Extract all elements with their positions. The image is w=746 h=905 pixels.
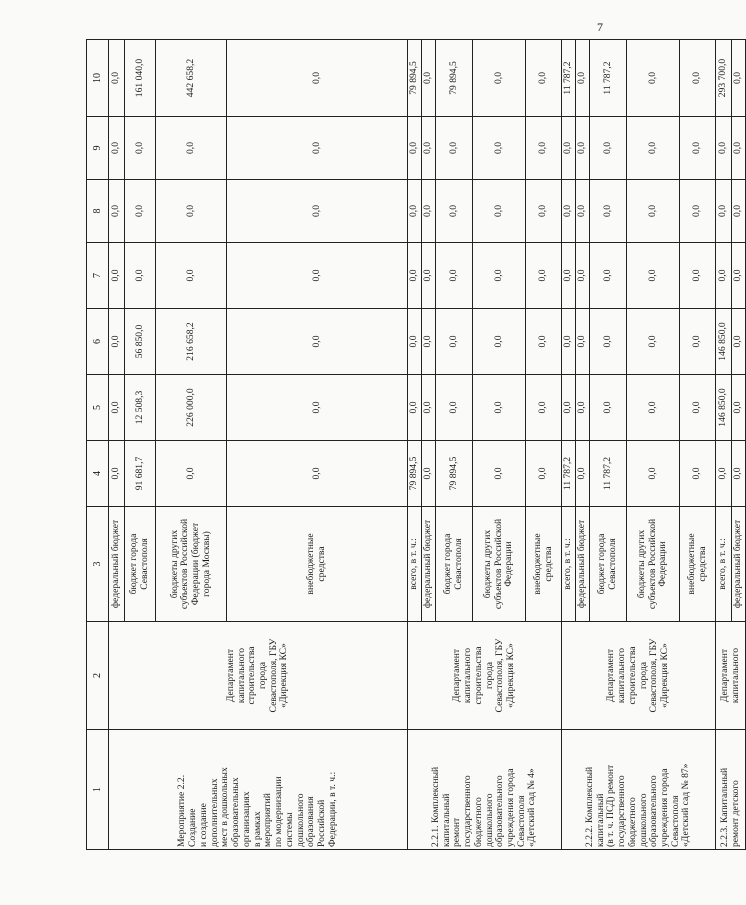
header-cell: 2 xyxy=(87,622,109,730)
value-cell: 0,0 xyxy=(473,309,526,375)
value-cell: 0,0 xyxy=(109,309,125,375)
value-cell: 56 850,0 xyxy=(125,309,156,375)
value-cell: 0,0 xyxy=(576,441,590,507)
value-cell: 0,0 xyxy=(562,243,576,309)
value-cell: 0,0 xyxy=(109,117,125,180)
executor-cell: Департамент капитального xyxy=(716,622,746,730)
value-cell: 0,0 xyxy=(526,375,562,441)
value-cell: 0,0 xyxy=(473,441,526,507)
value-cell: 0,0 xyxy=(436,117,473,180)
value-cell: 0,0 xyxy=(590,375,627,441)
page-number: 7 xyxy=(597,20,603,34)
value-cell: 79 894,5 xyxy=(408,441,422,507)
value-cell: 0,0 xyxy=(473,180,526,243)
value-cell: 0,0 xyxy=(680,309,716,375)
value-cell: 161 040,0 xyxy=(125,40,156,117)
value-cell: 0,0 xyxy=(436,243,473,309)
header-cell: 5 xyxy=(87,375,109,441)
value-cell: 0,0 xyxy=(526,243,562,309)
value-cell: 0,0 xyxy=(436,180,473,243)
value-cell: 0,0 xyxy=(562,117,576,180)
value-cell: 79 894,5 xyxy=(436,441,473,507)
header-cell: 3 xyxy=(87,507,109,622)
value-cell: 0,0 xyxy=(125,243,156,309)
value-cell: 0,0 xyxy=(627,243,680,309)
value-cell: 0,0 xyxy=(716,243,732,309)
header-cell: 4 xyxy=(87,441,109,507)
source-cell: бюджеты других субъектов Российской Федерации xyxy=(627,507,680,622)
value-cell: 0,0 xyxy=(227,375,408,441)
value-cell: 0,0 xyxy=(227,180,408,243)
value-cell: 0,0 xyxy=(732,243,746,309)
funding-table xyxy=(86,39,746,850)
value-cell: 0,0 xyxy=(109,40,125,117)
value-cell: 0,0 xyxy=(422,243,436,309)
source-cell: внебюджетные средства xyxy=(227,507,408,622)
header-row xyxy=(87,40,109,850)
value-cell: 0,0 xyxy=(576,309,590,375)
value-cell: 0,0 xyxy=(576,180,590,243)
source-cell: всего, в т. ч.: xyxy=(716,507,732,622)
value-cell: 0,0 xyxy=(732,180,746,243)
table-row xyxy=(109,40,125,850)
value-cell: 79 894,5 xyxy=(436,40,473,117)
value-cell: 0,0 xyxy=(109,180,125,243)
value-cell: 0,0 xyxy=(576,40,590,117)
header-cell: 9 xyxy=(87,117,109,180)
value-cell: 0,0 xyxy=(590,309,627,375)
source-cell: всего, в т. ч.: xyxy=(408,507,422,622)
value-cell: 0,0 xyxy=(732,375,746,441)
table-row xyxy=(562,40,576,850)
value-cell: 11 787,2 xyxy=(590,441,627,507)
header-cell: 8 xyxy=(87,180,109,243)
value-cell: 0,0 xyxy=(422,309,436,375)
table-body xyxy=(87,40,746,850)
value-cell: 442 658,2 xyxy=(156,40,227,117)
value-cell: 0,0 xyxy=(526,441,562,507)
value-cell: 0,0 xyxy=(422,375,436,441)
value-cell: 0,0 xyxy=(576,375,590,441)
value-cell: 0,0 xyxy=(680,375,716,441)
value-cell: 11 787,2 xyxy=(590,40,627,117)
value-cell: 0,0 xyxy=(227,40,408,117)
header-cell: 1 xyxy=(87,730,109,850)
value-cell: 0,0 xyxy=(627,375,680,441)
value-cell: 0,0 xyxy=(562,180,576,243)
value-cell: 0,0 xyxy=(680,117,716,180)
value-cell: 0,0 xyxy=(109,441,125,507)
header-cell: 7 xyxy=(87,243,109,309)
table-row xyxy=(716,40,732,850)
value-cell: 0,0 xyxy=(436,309,473,375)
value-cell: 0,0 xyxy=(680,180,716,243)
value-cell: 0,0 xyxy=(627,441,680,507)
value-cell: 0,0 xyxy=(526,117,562,180)
executor-cell: Департамент капитального строительства города Севастополя, ГБУ «Дирекция КС» xyxy=(109,622,408,730)
item-cell: Мероприятие 2.2. Создание и создание дополнительных мест в дошкольных образовательных организациях в рамках мероприятий по модернизации системы дошкольного образования Российской Федерации, в т. ч.: xyxy=(109,730,408,850)
value-cell: 0,0 xyxy=(590,117,627,180)
value-cell: 0,0 xyxy=(227,117,408,180)
value-cell: 0,0 xyxy=(627,180,680,243)
value-cell: 226 000,0 xyxy=(156,375,227,441)
value-cell: 0,0 xyxy=(408,117,422,180)
source-cell: бюджеты других субъектов Российской Федерации (бюджет города Москвы) xyxy=(156,507,227,622)
value-cell: 0,0 xyxy=(408,375,422,441)
value-cell: 0,0 xyxy=(473,243,526,309)
source-cell: внебюджетные средства xyxy=(526,507,562,622)
value-cell: 0,0 xyxy=(227,243,408,309)
source-cell: федеральный бюджет xyxy=(422,507,436,622)
value-cell: 0,0 xyxy=(716,441,732,507)
value-cell: 0,0 xyxy=(526,309,562,375)
executor-cell: Департамент капитального строительства города Севастополя, ГБУ «Дирекция КС» xyxy=(408,622,562,730)
value-cell: 0,0 xyxy=(576,117,590,180)
value-cell: 146 850,0 xyxy=(716,309,732,375)
value-cell: 0,0 xyxy=(576,243,590,309)
value-cell: 0,0 xyxy=(732,309,746,375)
value-cell: 0,0 xyxy=(590,180,627,243)
value-cell: 91 681,7 xyxy=(125,441,156,507)
value-cell: 0,0 xyxy=(125,117,156,180)
value-cell: 0,0 xyxy=(156,441,227,507)
source-cell: бюджет города Севастополя xyxy=(125,507,156,622)
value-cell: 0,0 xyxy=(408,243,422,309)
source-cell: всего, в т. ч.: xyxy=(562,507,576,622)
value-cell: 0,0 xyxy=(422,117,436,180)
value-cell: 0,0 xyxy=(473,40,526,117)
value-cell: 12 508,3 xyxy=(125,375,156,441)
value-cell: 0,0 xyxy=(627,40,680,117)
header-cell: 10 xyxy=(87,40,109,117)
value-cell: 0,0 xyxy=(627,117,680,180)
table-row xyxy=(408,40,422,850)
value-cell: 0,0 xyxy=(732,40,746,117)
value-cell: 0,0 xyxy=(422,180,436,243)
executor-cell: Департамент капитального строительства города Севастополя, ГБУ «Дирекция КС» xyxy=(562,622,716,730)
source-cell: федеральный бюджет xyxy=(732,507,746,622)
value-cell: 0,0 xyxy=(732,117,746,180)
value-cell: 0,0 xyxy=(156,180,227,243)
value-cell: 0,0 xyxy=(680,441,716,507)
value-cell: 0,0 xyxy=(422,441,436,507)
value-cell: 0,0 xyxy=(156,117,227,180)
value-cell: 11 787,2 xyxy=(562,40,576,117)
value-cell: 0,0 xyxy=(109,375,125,441)
value-cell: 0,0 xyxy=(422,40,436,117)
source-cell: федеральный бюджет xyxy=(109,507,125,622)
value-cell: 0,0 xyxy=(408,180,422,243)
value-cell: 79 894,5 xyxy=(408,40,422,117)
rotated-table-wrapper xyxy=(86,40,744,850)
value-cell: 0,0 xyxy=(680,243,716,309)
source-cell: бюджет города Севастополя xyxy=(436,507,473,622)
item-cell: 2.2.3. Капитальный ремонт детского xyxy=(716,730,746,850)
source-cell: бюджет города Севастополя xyxy=(590,507,627,622)
value-cell: 0,0 xyxy=(716,117,732,180)
source-cell: федеральный бюджет xyxy=(576,507,590,622)
value-cell: 293 700,0 xyxy=(716,40,732,117)
value-cell: 0,0 xyxy=(125,180,156,243)
value-cell: 0,0 xyxy=(473,117,526,180)
value-cell: 11 787,2 xyxy=(562,441,576,507)
value-cell: 0,0 xyxy=(526,180,562,243)
value-cell: 146 850,0 xyxy=(716,375,732,441)
value-cell: 0,0 xyxy=(680,40,716,117)
value-cell: 0,0 xyxy=(562,309,576,375)
value-cell: 0,0 xyxy=(590,243,627,309)
value-cell: 0,0 xyxy=(716,180,732,243)
value-cell: 0,0 xyxy=(436,375,473,441)
value-cell: 0,0 xyxy=(109,243,125,309)
source-cell: бюджеты других субъектов Российской Федерации xyxy=(473,507,526,622)
item-cell: 2.2.2. Комплексный капитальный (в т. ч. ПСД) ремонт государственного бюджетного дошкольного образовательного учреждения города Севастополя «Детский сад № 87» xyxy=(562,730,716,850)
value-cell: 0,0 xyxy=(562,375,576,441)
value-cell: 216 658,2 xyxy=(156,309,227,375)
value-cell: 0,0 xyxy=(473,375,526,441)
header-cell: 6 xyxy=(87,309,109,375)
source-cell: внебюджетные средства xyxy=(680,507,716,622)
value-cell: 0,0 xyxy=(627,309,680,375)
item-cell: 2.2.1. Комплексный капитальный ремонт государственного бюджетного дошкольного образовательного учреждения города Севастополя «Детский сад № 4» xyxy=(408,730,562,850)
value-cell: 0,0 xyxy=(227,441,408,507)
value-cell: 0,0 xyxy=(227,309,408,375)
value-cell: 0,0 xyxy=(526,40,562,117)
value-cell: 0,0 xyxy=(732,441,746,507)
value-cell: 0,0 xyxy=(408,309,422,375)
value-cell: 0,0 xyxy=(156,243,227,309)
